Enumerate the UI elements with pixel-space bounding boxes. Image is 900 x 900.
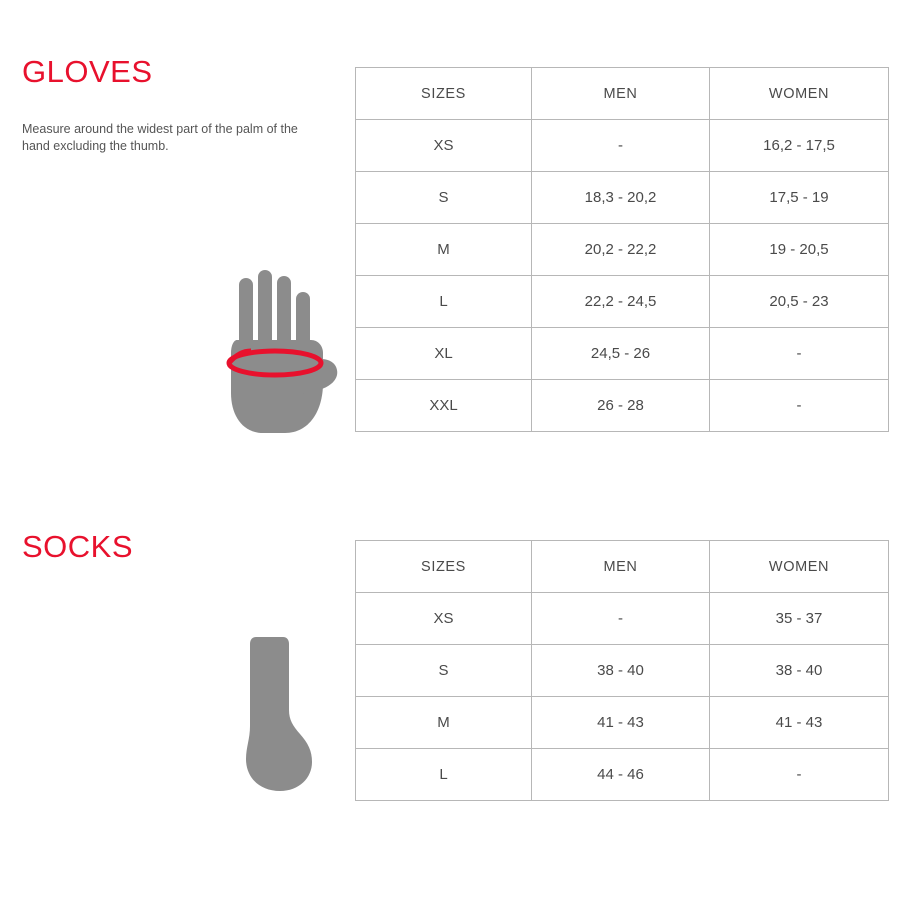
cell-size: L [356, 749, 532, 801]
cell-men: 38 - 40 [532, 645, 710, 697]
gloves-section [0, 55, 900, 455]
sock-foot-icon [215, 635, 325, 800]
gloves-size-table [355, 67, 889, 432]
table-row [356, 645, 889, 697]
gloves-info-block [22, 55, 352, 155]
table-row [356, 593, 889, 645]
table-row [356, 120, 889, 172]
table-row [356, 749, 889, 801]
table-header-row [356, 68, 889, 120]
socks-info-block [22, 530, 352, 596]
cell-men: 41 - 43 [532, 697, 710, 749]
cell-size: S [356, 172, 532, 224]
cell-women: 17,5 - 19 [710, 172, 889, 224]
table-row [356, 697, 889, 749]
cell-size: M [356, 697, 532, 749]
table-row [356, 328, 889, 380]
cell-women: 20,5 - 23 [710, 276, 889, 328]
cell-size: L [356, 276, 532, 328]
cell-size: S [356, 645, 532, 697]
cell-women: 38 - 40 [710, 645, 889, 697]
gloves-description: Measure around the widest part of the palm of the hand excluding the thumb. [22, 122, 298, 153]
table-row [356, 172, 889, 224]
cell-men: 24,5 - 26 [532, 328, 710, 380]
cell-women: 16,2 - 17,5 [710, 120, 889, 172]
cell-women: 41 - 43 [710, 697, 889, 749]
cell-men: 26 - 28 [532, 380, 710, 432]
cell-men: - [532, 593, 710, 645]
cell-size: XS [356, 593, 532, 645]
column-header-sizes: SIZES [356, 541, 532, 593]
cell-size: XL [356, 328, 532, 380]
socks-size-table [355, 540, 889, 801]
cell-size: XXL [356, 380, 532, 432]
cell-women: 19 - 20,5 [710, 224, 889, 276]
cell-men: 44 - 46 [532, 749, 710, 801]
column-header-women: WOMEN [710, 68, 889, 120]
socks-title: SOCKS [22, 529, 134, 564]
column-header-sizes: SIZES [356, 68, 532, 120]
cell-men: 22,2 - 24,5 [532, 276, 710, 328]
table-row [356, 380, 889, 432]
table-header-row [356, 541, 889, 593]
cell-men: - [532, 120, 710, 172]
cell-size: XS [356, 120, 532, 172]
hand-palm-measure-icon [205, 270, 345, 445]
gloves-title: GLOVES [22, 54, 153, 89]
cell-men: 20,2 - 22,2 [532, 224, 710, 276]
cell-men: 18,3 - 20,2 [532, 172, 710, 224]
column-header-men: MEN [532, 68, 710, 120]
cell-women: - [710, 380, 889, 432]
table-row [356, 224, 889, 276]
cell-women: - [710, 749, 889, 801]
socks-section [0, 530, 900, 820]
cell-size: M [356, 224, 532, 276]
cell-women: - [710, 328, 889, 380]
table-row [356, 276, 889, 328]
column-header-men: MEN [532, 541, 710, 593]
cell-women: 35 - 37 [710, 593, 889, 645]
column-header-women: WOMEN [710, 541, 889, 593]
